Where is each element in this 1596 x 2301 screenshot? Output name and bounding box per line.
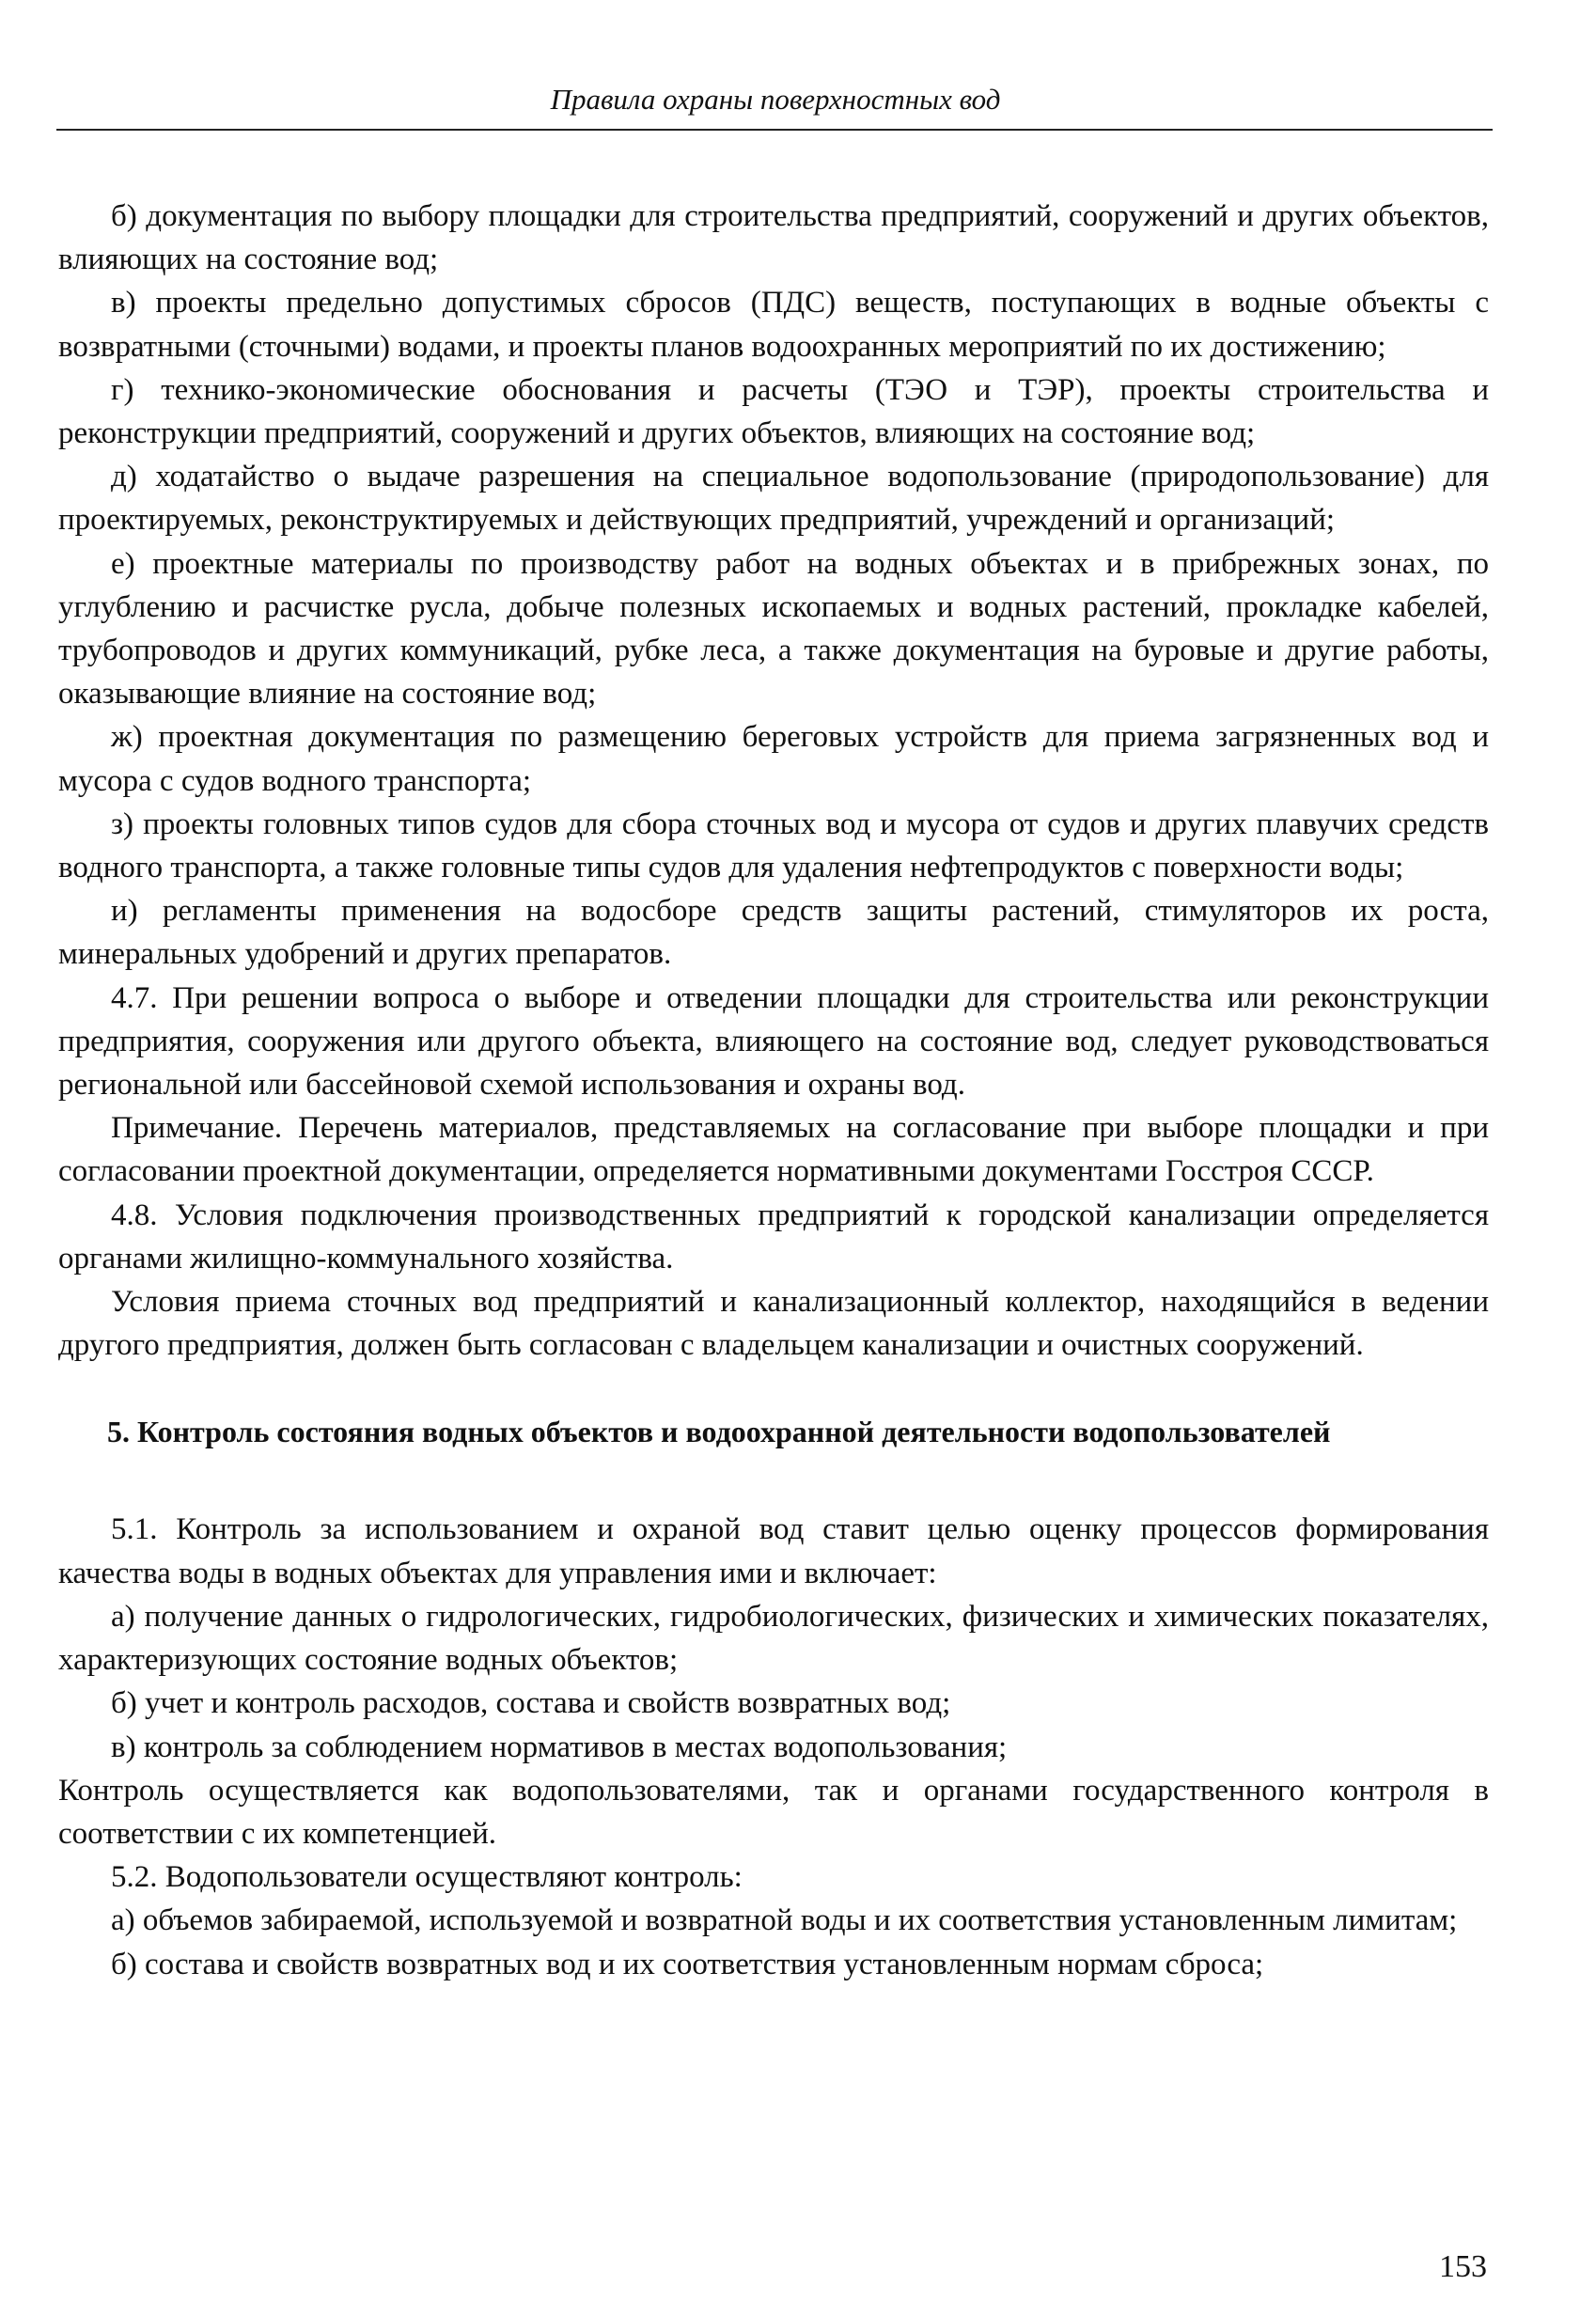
paragraph-list-item-d: д) ходатайство о выдаче разрешения на специальное водопользование (природопользование) для проектируемых, реконструктируемых и действующих предприятий, учреждений и организаций; <box>58 460 1489 538</box>
section-heading: 5. Контроль состояния водных объектов и водоохранной деятельности водопользователей <box>107 1415 1331 1449</box>
page-body <box>58 195 1489 1986</box>
paragraph-control-note: Контроль осуществляется как водопользователями, так и органами государственного контроля в соответствии с их компетенцией. <box>58 1773 1489 1851</box>
paragraph-clause-5-2: 5.2. Водопользователи осуществляют контроль: <box>111 1860 743 1895</box>
paragraph-list-item-v: в) контроль за соблюдением нормативов в местах водопользования; <box>111 1730 1008 1764</box>
paragraph-list-item-zh: ж) проектная документация по размещению береговых устройств для приема загрязненных вод и мусора с судов водного транспорта; <box>58 720 1489 798</box>
paragraph-list-item-a: а) объемов забираемой, используемой и возвратной воды и их соответствия установленным лимитам; <box>111 1903 1458 1938</box>
paragraph-list-item-g: г) технико-экономические обоснования и расчеты (ТЭО и ТЭР), проекты строительства и реконструкции предприятий, сооружений и других объектов, влияющих на состояние вод; <box>58 372 1489 451</box>
paragraph-sewer-conditions: Условия приема сточных вод предприятий и канализационный коллектор, находящийся в ведении другого предприятия, должен быть согласован с владельцем канализации и очистных сооружений. <box>58 1285 1489 1363</box>
paragraph-list-item-i: и) регламенты применения на водосборе средств защиты растений, стимуляторов их роста, минеральных удобрений и других препаратов. <box>58 894 1489 972</box>
paragraph-clause-4-7: 4.7. При решении вопроса о выборе и отведении площадки для строительства или реконструкции предприятия, сооружения или другого объекта, влияющего на состояние вод, следует руководствоваться региональной или бассейновой схемой использования и охраны вод. <box>58 980 1489 1103</box>
paragraph-clause-4-8: 4.8. Условия подключения производственных предприятий к городской канализации определяется органами жилищно-коммунального хозяйства. <box>58 1197 1489 1276</box>
paragraph-clause-5-1: 5.1. Контроль за использованием и охраной вод ставит целью оценку процессов формирования качества воды в водных объектах для управления ими и включает: <box>58 1512 1489 1590</box>
running-header: Правила охраны поверхностных вод <box>550 83 1001 116</box>
paragraph-list-item-b: б) состава и свойств возвратных вод и их соответствия установленным нормам сброса; <box>111 1947 1264 1981</box>
paragraph-list-item-b: б) документация по выбору площадки для строительства предприятий, сооружений и других объектов, влияющих на состояние вод; <box>58 199 1489 277</box>
header-rule <box>56 129 1493 131</box>
paragraph-list-item-z: з) проекты головных типов судов для сбора сточных вод и мусора от судов и других плавучих средств водного транспорта, а также головные типы судов для удаления нефтепродуктов с поверхности воды; <box>58 806 1489 885</box>
paragraph-list-item-a: а) получение данных о гидрологических, гидробиологических, физических и химических показателях, характеризующих состояние водных объектов; <box>58 1599 1489 1678</box>
paragraph-note: Примечание. Перечень материалов, представляемых на согласование при выборе площадки и при согласовании проектной документации, определяется нормативными документами Госстроя СССР. <box>58 1111 1489 1189</box>
page-number: 153 <box>1439 2249 1487 2284</box>
paragraph-list-item-e: е) проектные материалы по производству работ на водных объектах и в прибрежных зонах, по углублению и расчистке русла, добыче полезных ископаемых и водных растений, прокладке кабелей, трубопроводов и других коммуникаций, рубке леса, а также документация на буровые и другие работы, оказывающие влияние на состояние вод; <box>58 546 1489 712</box>
paragraph-list-item-v: в) проекты предельно допустимых сбросов (ПДС) веществ, поступающих в водные объекты с возвратными (сточными) водами, и проекты планов водоохранных мероприятий по их достижению; <box>58 286 1489 364</box>
paragraph-list-item-b: б) учет и контроль расходов, состава и свойств возвратных вод; <box>111 1686 951 1721</box>
